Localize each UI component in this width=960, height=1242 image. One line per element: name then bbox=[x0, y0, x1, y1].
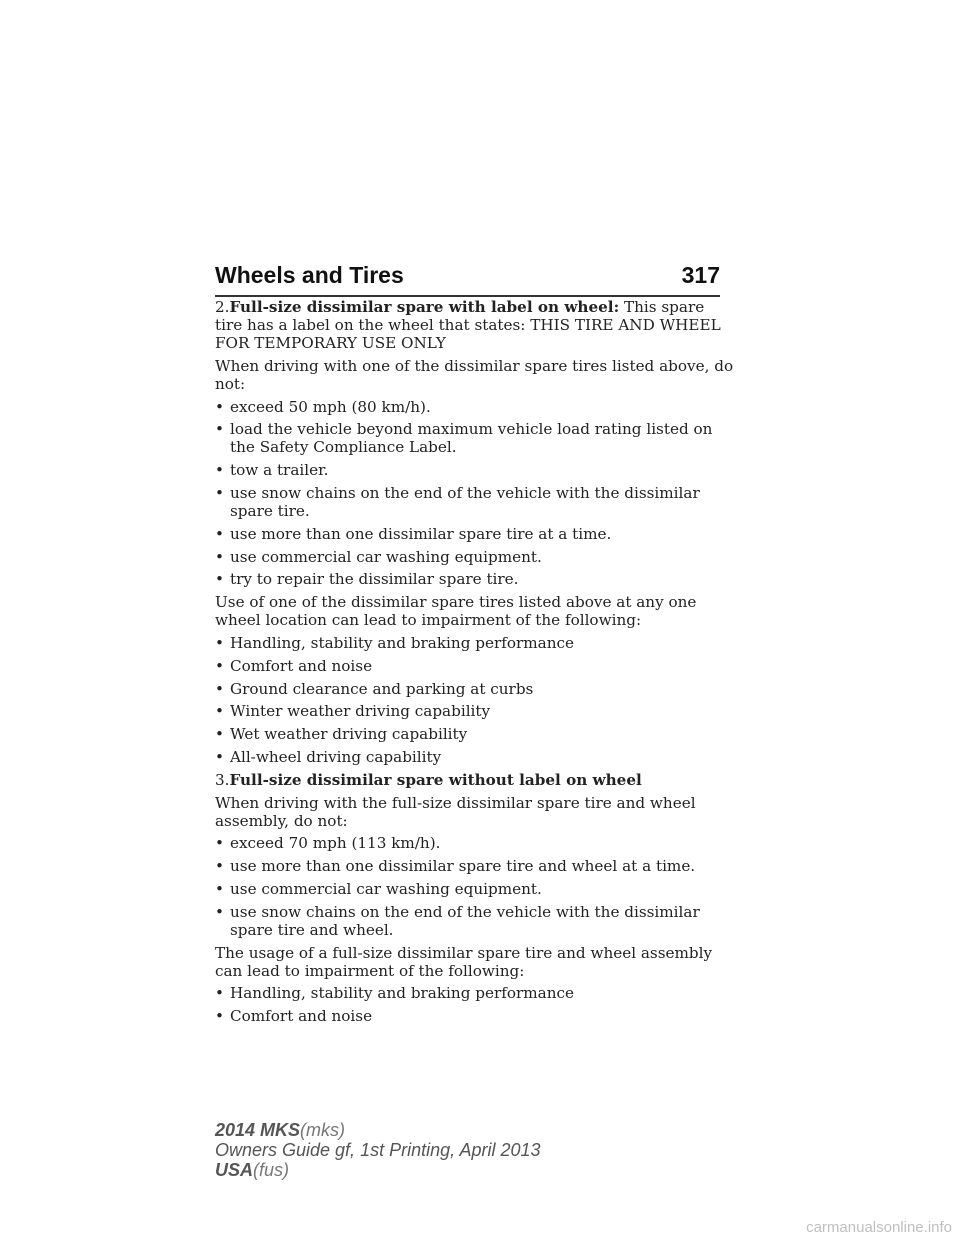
list-item bbox=[215, 484, 735, 520]
bullet-icon: • bbox=[215, 747, 224, 766]
intro-paragraph-3: When driving with the full-size dissimilar spare tire and wheel assembly, do not: bbox=[215, 793, 696, 830]
list-item-text: Comfort and noise bbox=[230, 1007, 373, 1026]
bullet-icon: • bbox=[215, 570, 224, 589]
list-item-text: use commercial car washing equipment. bbox=[230, 547, 542, 566]
list-item-text: use more than one dissimilar spare tire at a time. bbox=[230, 524, 612, 543]
footer-model-code: (mks) bbox=[300, 1120, 346, 1140]
list-item bbox=[215, 834, 735, 852]
page-header bbox=[215, 255, 720, 297]
list-item-text: Comfort and noise bbox=[230, 656, 373, 675]
footer-line-1 bbox=[215, 1120, 541, 1140]
footer-model: 2014 MKS bbox=[215, 1120, 301, 1140]
item-3-number: 3. bbox=[215, 770, 230, 789]
footer-market: USA bbox=[215, 1160, 254, 1180]
list-item-text: Handling, stability and braking performance bbox=[230, 984, 574, 1003]
list-item bbox=[215, 748, 735, 766]
bullet-icon: • bbox=[215, 420, 224, 439]
list-item bbox=[215, 398, 735, 416]
item-2-heading: Full-size dissimilar spare with label on wheel: bbox=[229, 298, 620, 316]
list-item bbox=[215, 525, 735, 543]
list-item bbox=[215, 903, 735, 939]
list-item bbox=[215, 570, 735, 588]
bullet-icon: • bbox=[215, 857, 224, 876]
bullet-list-2 bbox=[215, 634, 735, 766]
list-item bbox=[215, 420, 735, 456]
list-item-text: use more than one dissimilar spare tire and wheel at a time. bbox=[230, 857, 696, 876]
list-item bbox=[215, 880, 735, 898]
bullet-icon: • bbox=[215, 547, 224, 566]
item-3-paragraph bbox=[215, 771, 735, 789]
list-item bbox=[215, 461, 735, 479]
bullet-icon: • bbox=[215, 834, 224, 853]
list-item-text: use commercial car washing equipment. bbox=[230, 879, 542, 898]
list-item-text: load the vehicle beyond maximum vehicle load rating listed on the Safety Compliance Label. bbox=[230, 420, 713, 457]
list-item-text: tow a trailer. bbox=[230, 461, 329, 480]
watermark-text: carmanualsonline.info bbox=[806, 1219, 952, 1236]
page-body bbox=[215, 298, 735, 1030]
list-item-text: Wet weather driving capability bbox=[230, 725, 468, 744]
list-item-text: Ground clearance and parking at curbs bbox=[230, 679, 534, 698]
bullet-list-4 bbox=[215, 984, 735, 1025]
bullet-icon: • bbox=[215, 397, 224, 416]
intro-paragraph-4: The usage of a full-size dissimilar spare tire and wheel assembly can lead to impairment of the following: bbox=[215, 943, 713, 980]
list-item-text: exceed 70 mph (113 km/h). bbox=[230, 834, 441, 853]
list-item-text: Winter weather driving capability bbox=[230, 702, 491, 721]
list-item bbox=[215, 725, 735, 743]
item-2-paragraph bbox=[215, 298, 735, 352]
bullet-icon: • bbox=[215, 483, 224, 502]
bullet-list-3 bbox=[215, 834, 735, 938]
footer-market-code: (fus) bbox=[253, 1160, 290, 1180]
intro-paragraph-2: Use of one of the dissimilar spare tires listed above at any one wheel location can lead to impairment of the following: bbox=[215, 593, 697, 630]
list-item bbox=[215, 680, 735, 698]
page-number: 317 bbox=[681, 262, 720, 288]
bullet-icon: • bbox=[215, 633, 224, 652]
list-item bbox=[215, 984, 735, 1002]
list-item-text: use snow chains on the end of the vehicle with the dissimilar spare tire and wheel. bbox=[230, 902, 700, 939]
list-item-text: try to repair the dissimilar spare tire. bbox=[230, 570, 519, 589]
list-item-text: exceed 50 mph (80 km/h). bbox=[230, 397, 431, 416]
section-title: Wheels and Tires bbox=[215, 262, 404, 288]
list-item-text: Handling, stability and braking performance bbox=[230, 633, 574, 652]
bullet-icon: • bbox=[215, 679, 224, 698]
list-item bbox=[215, 702, 735, 720]
bullet-icon: • bbox=[215, 984, 224, 1003]
item-2-number: 2. bbox=[215, 298, 230, 316]
bullet-icon: • bbox=[215, 902, 224, 921]
list-item-text: All-wheel driving capability bbox=[230, 747, 442, 766]
bullet-icon: • bbox=[215, 461, 224, 480]
intro-paragraph-1: When driving with one of the dissimilar spare tires listed above, do not: bbox=[215, 356, 734, 393]
bullet-icon: • bbox=[215, 524, 224, 543]
bullet-icon: • bbox=[215, 879, 224, 898]
bullet-icon: • bbox=[215, 725, 224, 744]
list-item bbox=[215, 634, 735, 652]
list-item bbox=[215, 857, 735, 875]
bullet-icon: • bbox=[215, 656, 224, 675]
list-item bbox=[215, 657, 735, 675]
print-footer bbox=[215, 1120, 541, 1180]
bullet-list-1 bbox=[215, 398, 735, 589]
list-item bbox=[215, 1007, 735, 1025]
footer-line-3 bbox=[215, 1160, 541, 1180]
footer-line-2: Owners Guide gf, 1st Printing, April 2013 bbox=[215, 1140, 541, 1160]
bullet-icon: • bbox=[215, 1007, 224, 1026]
list-item-text: use snow chains on the end of the vehicle with the dissimilar spare tire. bbox=[230, 483, 700, 520]
bullet-icon: • bbox=[215, 702, 224, 721]
item-2-text: This spare tire has a label on the wheel that states: THIS TIRE AND WHEEL FOR TEMPORARY USE ONLY bbox=[215, 298, 721, 352]
list-item bbox=[215, 548, 735, 566]
item-3-heading: Full-size dissimilar spare without label on wheel bbox=[229, 770, 642, 789]
